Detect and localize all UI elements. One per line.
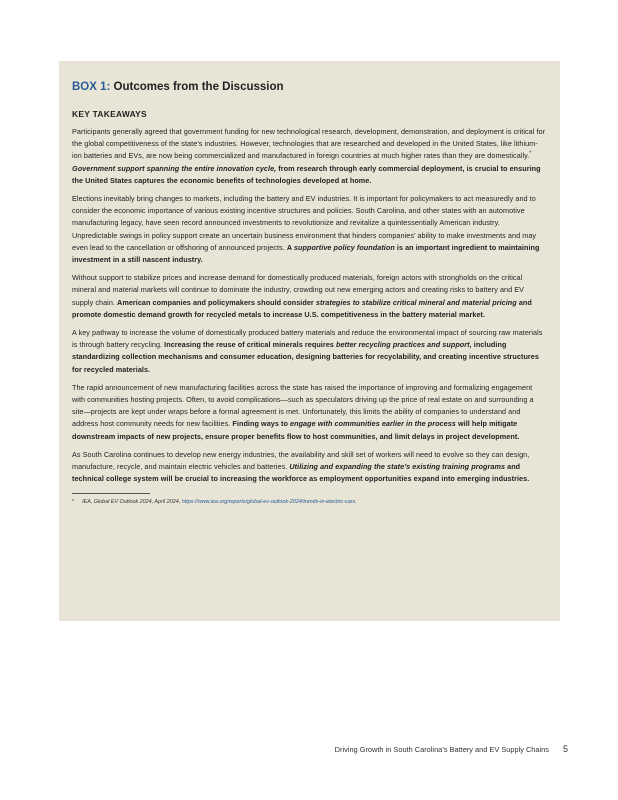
text-run: Without support to stabilize prices and increase demand for domestically produced materials, foreign actors with strongholds on the critical mineral and material markets will continue to dominate the industry, crowding out new emerging actors and creating risks to battery and EV supply chain. [72, 273, 525, 307]
footnote-link[interactable]: https://www.iea.org/reports/global-ev-outlook-2024/trends-in-electric-cars. [181, 499, 357, 506]
box-title: Outcomes from the Discussion [113, 81, 284, 93]
footnote-divider [72, 493, 150, 494]
box-body [72, 126, 547, 485]
outcomes-box [59, 61, 560, 621]
text-run: American companies and policymakers should consider [117, 297, 316, 307]
text-run: and promote domestic demand growth for recycled metals to increase U.S. competitiveness in the battery material market. [72, 297, 532, 319]
text-run: Increasing the reuse of critical minerals requires [164, 340, 336, 350]
text-run: Finding ways to [232, 419, 291, 429]
box-heading [72, 81, 547, 93]
page-number: 5 [562, 744, 568, 754]
running-title: Driving Growth in South Carolina’s Battery and EV Supply Chains [334, 745, 549, 754]
page-footer [335, 744, 568, 754]
text-run: including standardizing collection mechanisms and consumer education, designing batteries for recyclability, and creating incentive structures for recycled materials. [72, 340, 539, 374]
section-title: KEY TAKEAWAYS [72, 109, 147, 119]
text-run: Elections inevitably bring changes to markets, including the battery and EV industries. It is important for policymakers to act measuredly and to consider the economic importance of various existing incentive structures and policies. South Carolina, and other states with an automotive manufacturing legacy, have seen record announced investments to revolutionize and revitalize a quintessentially American industry. Unpredictable swings in policy support create an uncertain business environment that hinders companies’ ability to make investments and may even lead to the cancellation or offshoring of announced projects. [72, 194, 537, 252]
paragraph [72, 193, 547, 266]
footnote-reference: * [529, 151, 532, 157]
footnote [72, 498, 547, 506]
paragraph [72, 272, 547, 321]
text-run: engage with communities earlier in the process [290, 419, 456, 429]
text-run: better recycling practices and support, [335, 340, 472, 350]
text-run: A [286, 242, 294, 252]
footnote-text: IEA, Global EV Outlook 2024, April 2024, [82, 499, 182, 506]
box-label: BOX 1: [72, 81, 111, 93]
footnote-mark: * [72, 499, 75, 506]
text-run: Government support spanning the entire innovation cycle, [72, 163, 277, 173]
paragraph [72, 327, 547, 376]
text-run: will help mitigate downstream impacts of new projects, ensure proper benefits flow to host communities, and limit delays in project development. [72, 419, 520, 441]
text-run: As South Carolina continues to develop new energy industries, the availability and skill set of workers will need to evolve so they can design, manufacture, recycle, and maintain electric vehicles and batteries. [72, 449, 530, 472]
text-run: and technical college system will be crucial to increasing the workforce as employment opportunities expand into emerging industries. [72, 462, 530, 484]
text-run: strategies to stabilize critical mineral and material pricing [315, 297, 517, 307]
text-run: Participants generally agreed that government funding for new technological research, development, demonstration, and deployment is critical for the global competitiveness of the state’s industries. However, technologies that are researched and developed in the United States, like lithium-ion batteries and EVs, are now being commercialized and manufactured in foreign countries at much higher rates than they are domestically. [72, 127, 546, 161]
text-run: from research through early commercial deployment, is crucial to ensuring the United States captures the economic benefits of technologies developed at home. [72, 163, 541, 185]
text-run: A key pathway to increase the volume of domestically produced battery materials and reduce the environmental impact of sourcing raw materials is through battery recycling. [72, 328, 543, 350]
text-run: The rapid announcement of new manufacturing facilities across the state has raised the importance of improving and formalizing engagement with communities hosting projects. Often, to avoid complications—such as speculators driving up the price of real estate on and surrounding a site—projects are kept under wraps before a formal agreement is met. Unfortunately, this limits the ability of companies to understand and address host community needs for new facilities. [72, 382, 534, 429]
paragraph [72, 382, 547, 443]
paragraph [72, 449, 547, 486]
text-run: is an important ingredient to maintaining investment in a still nascent industry. [72, 242, 540, 265]
paragraph [72, 126, 547, 187]
text-run: Utilizing and expanding the state’s existing training programs [289, 462, 506, 472]
text-run: supportive policy foundation [293, 242, 395, 252]
